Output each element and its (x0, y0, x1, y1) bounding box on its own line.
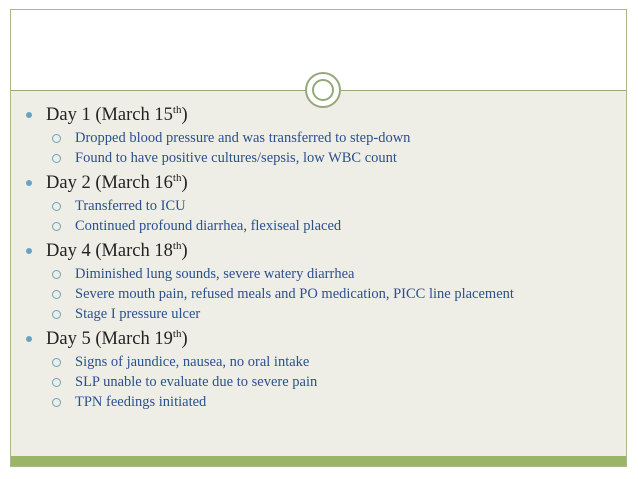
sub-item-text: Stage I pressure ulcer (75, 306, 201, 322)
list-item-day-4 (19, 238, 619, 264)
sub-item-text: Continued profound diarrhea, flexiseal placed (75, 218, 342, 234)
sub-list-item (19, 394, 585, 411)
day-label-close: ) (181, 329, 188, 349)
ring-bullet-icon (52, 270, 61, 279)
ring-bullet-icon (52, 154, 61, 163)
ordinal-suffix: th (172, 171, 182, 184)
day-label: Day 4 (March 18 (46, 241, 173, 261)
sub-list-item (19, 266, 585, 283)
filled-bullet-icon (26, 248, 32, 254)
ring-bullet-icon (52, 202, 61, 211)
bullet-list (19, 100, 619, 414)
filled-bullet-icon (26, 180, 32, 186)
sub-item-text: Severe mouth pain, refused meals and PO medication, PICC line placement (75, 286, 514, 302)
ordinal-suffix: th (172, 327, 182, 340)
list-item-day-5 (19, 326, 619, 352)
sub-item-text: Diminished lung sounds, severe watery diarrhea (75, 266, 355, 282)
filled-bullet-icon (26, 336, 32, 342)
footer-band (11, 456, 626, 466)
ring-bullet-icon (52, 358, 61, 367)
ordinal-suffix: th (172, 103, 182, 116)
sub-item-text: Dropped blood pressure and was transferred to step-down (75, 130, 411, 146)
sub-list-item (19, 150, 585, 167)
ring-bullet-icon (52, 310, 61, 319)
day-label: Day 5 (March 19 (46, 329, 173, 349)
sub-item-text: TPN feedings initiated (75, 394, 207, 410)
day-label-close: ) (181, 173, 188, 193)
day-label-close: ) (181, 241, 188, 261)
day-label-close: ) (181, 105, 188, 125)
day-label: Day 2 (March 16 (46, 173, 173, 193)
ring-bullet-icon (52, 134, 61, 143)
sub-list-item (19, 218, 585, 235)
sub-item-text: Found to have positive cultures/sepsis, low WBC count (75, 150, 397, 166)
day-label: Day 1 (March 15 (46, 105, 173, 125)
sub-list-item (19, 286, 585, 303)
sub-item-text: SLP unable to evaluate due to severe pain (75, 374, 318, 390)
ring-bullet-icon (52, 222, 61, 231)
ordinal-suffix: th (172, 239, 182, 252)
sub-list-item (19, 198, 585, 215)
ring-bullet-icon (52, 398, 61, 407)
sub-item-text: Signs of jaundice, nausea, no oral intake (75, 354, 310, 370)
sub-list-item (19, 306, 585, 323)
sub-list-item (19, 354, 585, 371)
ring-bullet-icon (52, 290, 61, 299)
sub-item-text: Transferred to ICU (75, 198, 186, 214)
list-item-day-1 (19, 102, 619, 128)
sub-list-item (19, 130, 585, 147)
sub-list-item (19, 374, 585, 391)
filled-bullet-icon (26, 112, 32, 118)
slide (10, 9, 627, 467)
ring-bullet-icon (52, 378, 61, 387)
circle-ornament-inner (312, 79, 334, 101)
list-item-day-2 (19, 170, 619, 196)
